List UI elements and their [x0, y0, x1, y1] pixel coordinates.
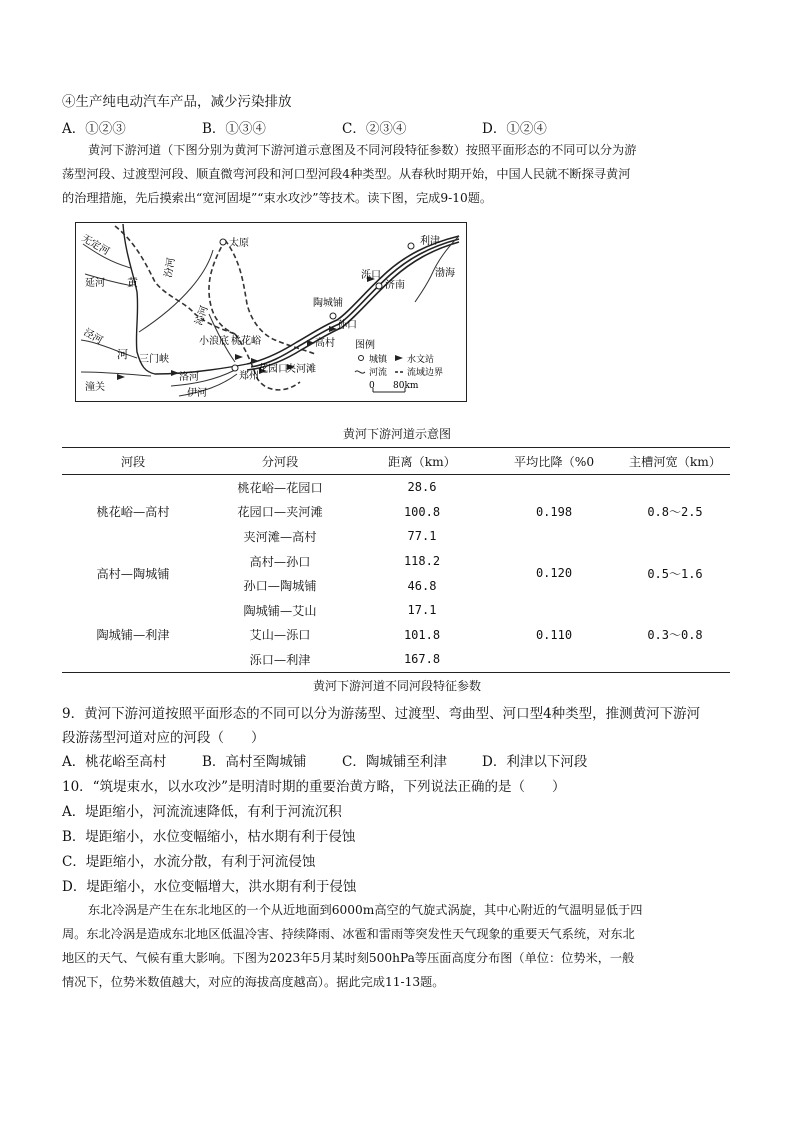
header-sub-segment: 分河段: [204, 448, 356, 475]
label-sanmenxia: 三门峡: [139, 354, 169, 365]
table-row: [62, 549, 730, 574]
river-segment-table: [62, 447, 730, 673]
town-taochengpu: [330, 313, 336, 319]
label-sunkou: 孙口: [337, 320, 357, 331]
distance: 77.1: [407, 529, 437, 544]
town-lijin: [408, 243, 414, 249]
label-taiyuan: 太原: [229, 238, 249, 249]
legend-scale-zero: 0: [369, 381, 375, 391]
q9-option-d: D．利津以下河段: [482, 754, 588, 770]
q10-option-a: A．堤距缩小，河流流速降低，有利于河流沉积: [62, 804, 342, 820]
q8-options: [62, 117, 547, 137]
yellow-river-map: [75, 222, 467, 402]
q10-option-d: D．堤距缩小，水位变幅增大，洪水期有利于侵蚀: [62, 879, 357, 895]
q9-stem-line-2: 段游荡型河道对应的河段（ ）: [62, 730, 265, 746]
q8-option-a: A．①②③: [62, 121, 126, 137]
sub-segment: 高村—孙口: [249, 554, 311, 569]
q10-stem: 10．“筑堤束水，以水攻沙”是明清时期的重要治黄方略，下列说法正确的是（ ）: [62, 779, 566, 795]
sub-segment: 孙口—陶城铺: [243, 579, 317, 594]
q10-option-c: C．堤距缩小，水流分散，有利于河流侵蚀: [62, 854, 316, 870]
label-tongguan: 潼关: [85, 382, 105, 393]
cold-vortex-line-1: 东北冷涡是产生在东北地区的一个从近地面到6000m高空的气旋式涡旋，其中心附近的气温明显低于四: [88, 903, 643, 917]
intro-line-2: 荡型河段、过渡型河段、顺直微弯河段和河口型河段4种类型。从春秋时期开始，中国人民就不断探寻黄河: [62, 167, 631, 181]
label-luohe: 洛河: [179, 372, 199, 383]
q10-option-b: B．堤距缩小，水位变幅缩小，枯水期有利于侵蚀: [62, 829, 356, 845]
channel-width: 0.5～1.6: [647, 566, 703, 581]
label-qinhe: 沁河: [193, 304, 211, 328]
label-jiahetan: 夹河滩: [286, 364, 316, 375]
map-caption: 黄河下游河道示意图: [342, 427, 451, 441]
distance: 101.8: [403, 627, 441, 642]
q9-option-c: C．陶城铺至利津: [342, 754, 447, 770]
label-he: 河: [117, 348, 128, 361]
cold-vortex-line-4: 情况下，位势米数值越大，对应的海拔高度越高）。据此完成11-13题。: [62, 975, 445, 989]
label-taochengpu: 陶城铺: [313, 298, 343, 309]
header-width: 主槽河宽（km）: [620, 448, 730, 475]
label-taohuayu: 桃花峪: [231, 336, 261, 347]
legend-town-symbol: [359, 356, 364, 361]
legend-river: 河流: [369, 368, 388, 378]
segment-name: 高村—陶城铺: [96, 566, 170, 581]
distance: 167.8: [403, 652, 441, 667]
channel-width: 0.3～0.8: [647, 628, 703, 643]
q9-options: [62, 750, 587, 770]
cold-vortex-paragraph: [62, 898, 738, 994]
legend-scale: 80km: [393, 381, 419, 391]
label-gaocun: 高村: [315, 338, 335, 349]
sub-segment: 花园口—夹河滩: [237, 505, 323, 520]
distance: 118.2: [403, 554, 441, 569]
label-jinghe: 泾河: [81, 327, 105, 347]
q9-stem-line-1: 9．黄河下游河道按照平面形态的不同可以分为游荡型、过渡型、弯曲型、河口型4种类型，推测黄河下游河: [62, 706, 701, 722]
cold-vortex-line-3: 地区的天气、气候有重大影响。下图为2023年5月某时刻500hPa等压面高度分布图（单位：位势米，一般: [62, 951, 635, 965]
legend-basin: 流域边界: [407, 368, 444, 378]
legend-station: 水文站: [407, 355, 435, 365]
intro-paragraph: [62, 138, 738, 210]
label-huayuankou: 花园口: [258, 364, 288, 375]
town-zhengzhou: [232, 365, 238, 371]
label-lijin: 利津: [420, 236, 440, 247]
table-row: [62, 475, 730, 500]
header-slope: 平均比降（%0: [488, 448, 620, 475]
header-segment: 河段: [62, 448, 204, 475]
distance: 17.1: [407, 603, 437, 618]
town-taiyuan: [220, 239, 226, 245]
sub-segment: 夹河滩—高村: [243, 529, 317, 544]
q9-option-a: A．桃花峪至高村: [62, 754, 167, 770]
slope: 0.198: [535, 504, 573, 519]
legend-town: 城镇: [369, 355, 388, 365]
table-header-row: [62, 448, 730, 475]
slope: 0.120: [535, 566, 573, 581]
segment-name: 桃花峪—高村: [96, 505, 170, 520]
q8-option-4-text: ④生产纯电动汽车产品，减少污染排放: [62, 94, 292, 110]
label-bohai: 渤海: [435, 268, 455, 279]
sub-segment: 桃花峪—花园口: [237, 480, 323, 495]
table-row: [62, 598, 730, 623]
sub-segment: 艾山—泺口: [249, 628, 311, 643]
q8-option-c: C．②③④: [342, 121, 407, 137]
legend-title: 图例: [355, 340, 375, 351]
town-jinan: [376, 283, 382, 289]
label-jinan: 济南: [385, 280, 405, 291]
intro-line-3: 的治理措施，先后摸索出“宽河固堤”“束水攻沙”等技术。读下图，完成9-10题。: [62, 191, 493, 205]
label-luokou: 泺口: [361, 270, 381, 281]
label-zhengzhou: 郑州: [239, 371, 259, 382]
slope: 0.110: [535, 627, 573, 642]
label-xiaolangdi: 小浪底: [199, 336, 229, 347]
distance: 28.6: [407, 480, 437, 495]
q8-option-b: B．①③④: [202, 121, 266, 137]
header-distance: 距离（km）: [356, 448, 488, 475]
channel-width: 0.8～2.5: [647, 505, 703, 520]
distance: 100.8: [403, 504, 441, 519]
q9-option-b: B．高村至陶城铺: [202, 754, 307, 770]
label-yanhe: 延河: [85, 278, 105, 289]
intro-line-1: 黄河下游河道（下图分别为黄河下游河道示意图及不同河段特征参数）按照平面形态的不同可以分为游: [88, 143, 637, 157]
label-huang: 黄: [127, 276, 138, 289]
distance: 46.8: [407, 578, 437, 593]
q8-option-d: D．①②④: [482, 121, 547, 137]
label-fenhe: 汾河: [163, 256, 178, 279]
sub-segment: 陶城铺—艾山: [243, 603, 317, 618]
sub-segment: 泺口—利津: [249, 652, 311, 667]
label-wuding: 无定河: [79, 233, 111, 258]
segment-name: 陶城铺—利津: [96, 628, 170, 643]
label-yihe: 伊河: [187, 388, 207, 399]
cold-vortex-line-2: 周。东北冷涡是造成东北地区低温冷害、持续降雨、冰雹和雷雨等突发性天气现象的重要天气系统，对东北: [62, 927, 635, 941]
table-caption: 黄河下游河道不同河段特征参数: [312, 679, 481, 693]
